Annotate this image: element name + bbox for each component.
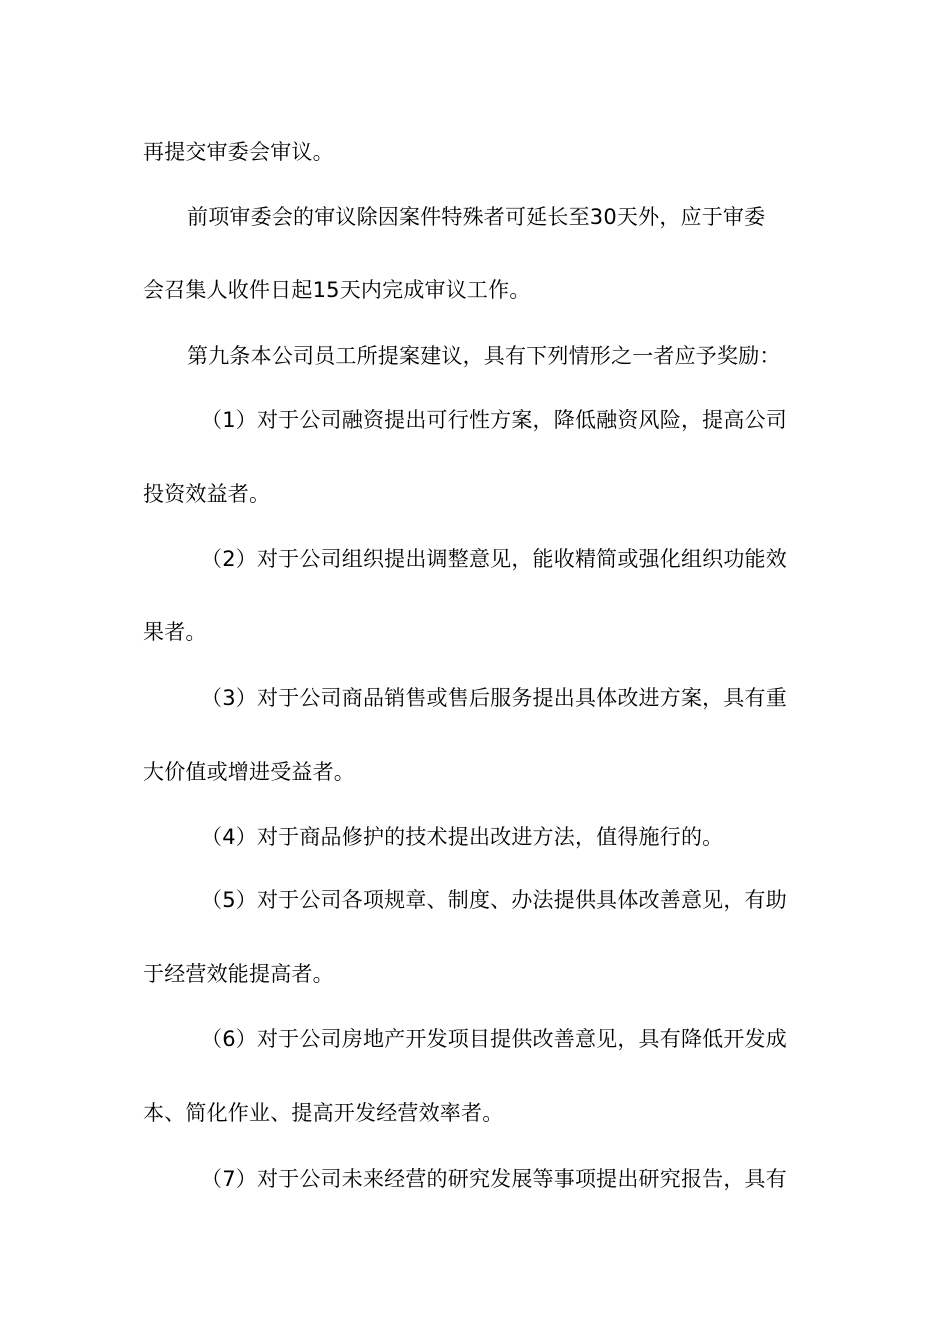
list-item-line: （3）对于公司商品销售或售后服务提出具体改进方案，具有重 <box>201 686 787 710</box>
body-text-line: 再提交审委会审议。 <box>143 140 334 164</box>
list-item-line: （5）对于公司各项规章、制度、办法提供具体改善意见，有助 <box>201 888 787 912</box>
list-item-continuation: 果者。 <box>143 620 207 644</box>
body-text-line: 会召集人收件日起15天内完成审议工作。 <box>143 278 531 302</box>
article-heading-line: 第九条本公司员工所提案建议，具有下列情形之一者应予奖励： <box>187 344 781 368</box>
list-item-continuation: 投资效益者。 <box>143 482 271 506</box>
list-item-continuation: 大价值或增进受益者。 <box>143 760 355 784</box>
list-item-line: （2）对于公司组织提出调整意见，能收精简或强化组织功能效 <box>201 547 787 571</box>
list-item-line: （4）对于商品修护的技术提出改进方法，值得施行的。 <box>201 825 724 849</box>
list-item-continuation: 本、简化作业、提高开发经营效率者。 <box>143 1101 504 1125</box>
list-item-continuation: 于经营效能提高者。 <box>143 962 334 986</box>
list-item-line: （7）对于公司未来经营的研究发展等事项提出研究报告，具有 <box>201 1167 787 1191</box>
list-item-line: （1）对于公司融资提出可行性方案，降低融资风险，提高公司 <box>201 408 787 432</box>
body-text-line: 前项审委会的审议除因案件特殊者可延长至30天外，应于审委 <box>187 205 766 229</box>
list-item-line: （6）对于公司房地产开发项目提供改善意见，具有降低开发成 <box>201 1027 787 1051</box>
